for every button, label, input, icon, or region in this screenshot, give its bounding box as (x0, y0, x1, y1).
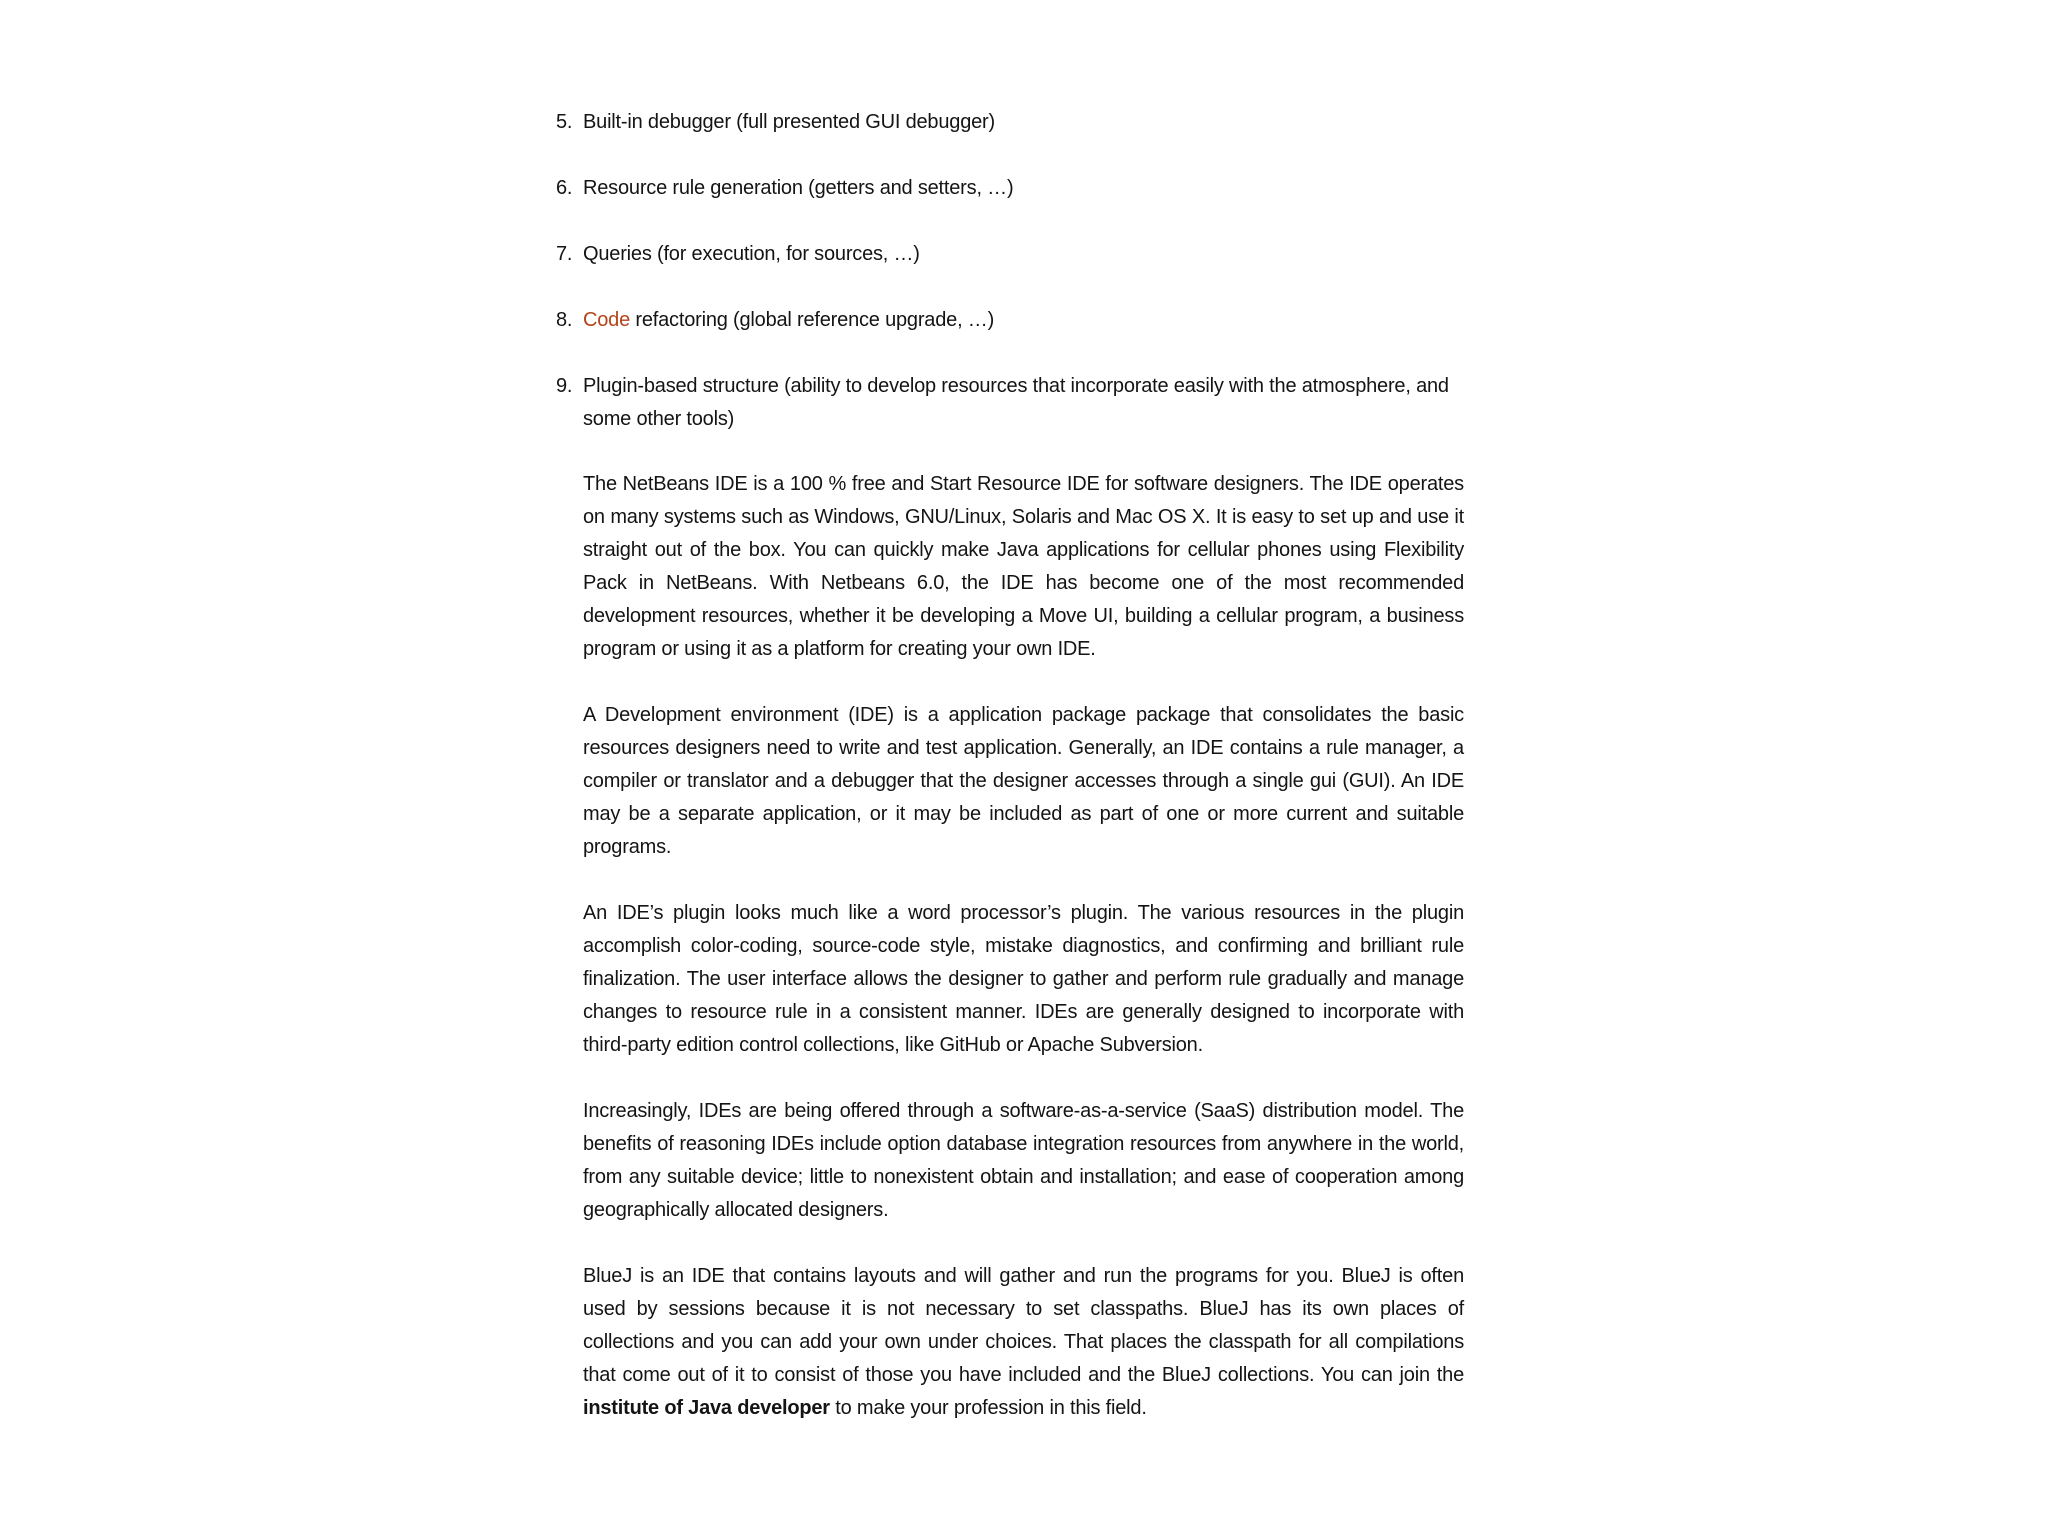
list-item-text: Queries (for execution, for sources, …) (583, 243, 920, 265)
list-item-number: 5. (556, 111, 573, 133)
list-item-text: Resource rule generation (getters and setters, …) (583, 177, 1014, 199)
paragraph-bluej (583, 1260, 1464, 1425)
list-item-text: Built-in debugger (full presented GUI debugger) (583, 111, 995, 133)
list-item (556, 370, 1464, 436)
list-item (556, 238, 1464, 271)
article-body (583, 468, 1464, 1458)
paragraph-bluej-end: to make your profession in this field. (829, 1397, 1147, 1419)
list-item-number: 8. (556, 309, 573, 331)
list-item (556, 106, 1464, 139)
list-item-number: 6. (556, 177, 573, 199)
list-item-number: 7. (556, 243, 573, 265)
list-item (556, 304, 1464, 337)
paragraph-saas: Increasingly, IDEs are being offered through a software-as-a-service (SaaS) distribution model. The benefits of reasoning IDEs include option database integration resources from anywhere in the world, from any suitable device; little to nonexistent obtain and installation; and ease of cooperation among geographically allocated designers. (583, 1100, 1464, 1221)
paragraph-bluej-text: BlueJ is an IDE that contains layouts and will gather and run the programs for you. BlueJ is often used by sessions because it is not necessary to set classpaths. BlueJ has its own places of collections and you can add your own under choices. That places the classpath for all compilations that come out of it to consist of those you have included and the BlueJ collections. You can join the (583, 1265, 1464, 1386)
list-item-number: 9. (556, 375, 573, 397)
paragraph-ide-definition: A Development environment (IDE) is a application package package that consolidates the basic resources designers need to write and test application. Generally, an IDE contains a rule manager, a compiler or translator and a debugger that the designer accesses through a single gui (GUI). An IDE may be a separate application, or it may be included as part of one or more current and suitable programs. (583, 704, 1464, 858)
numbered-list (556, 106, 1464, 469)
list-item (556, 172, 1464, 205)
list-item-text: Plugin-based structure (ability to develop resources that incorporate easily with the atmosphere, and some other tools) (583, 375, 1449, 430)
institute-link[interactable]: institute of Java developer (583, 1397, 830, 1419)
code-link[interactable]: Code (583, 309, 631, 331)
paragraph-netbeans: The NetBeans IDE is a 100 % free and Start Resource IDE for software designers. The IDE operates on many systems such as Windows, GNU/Linux, Solaris and Mac OS X. It is easy to set up and use it straight out of the box. You can quickly make Java applications for cellular phones using Flexibility Pack in NetBeans. With Netbeans 6.0, the IDE has become one of the most recommended development resources, whether it be developing a Move UI, building a cellular program, a business program or using it as a platform for creating your own IDE. (583, 473, 1464, 660)
list-item-text: refactoring (global reference upgrade, …) (630, 309, 995, 331)
paragraph-ide-plugin: An IDE’s plugin looks much like a word processor’s plugin. The various resources in the plugin accomplish color-coding, source-code style, mistake diagnostics, and confirming and brilliant rule finalization. The user interface allows the designer to gather and perform rule gradually and manage changes to resource rule in a consistent manner. IDEs are generally designed to incorporate with third-party edition control collections, like GitHub or Apache Subversion. (583, 902, 1464, 1056)
